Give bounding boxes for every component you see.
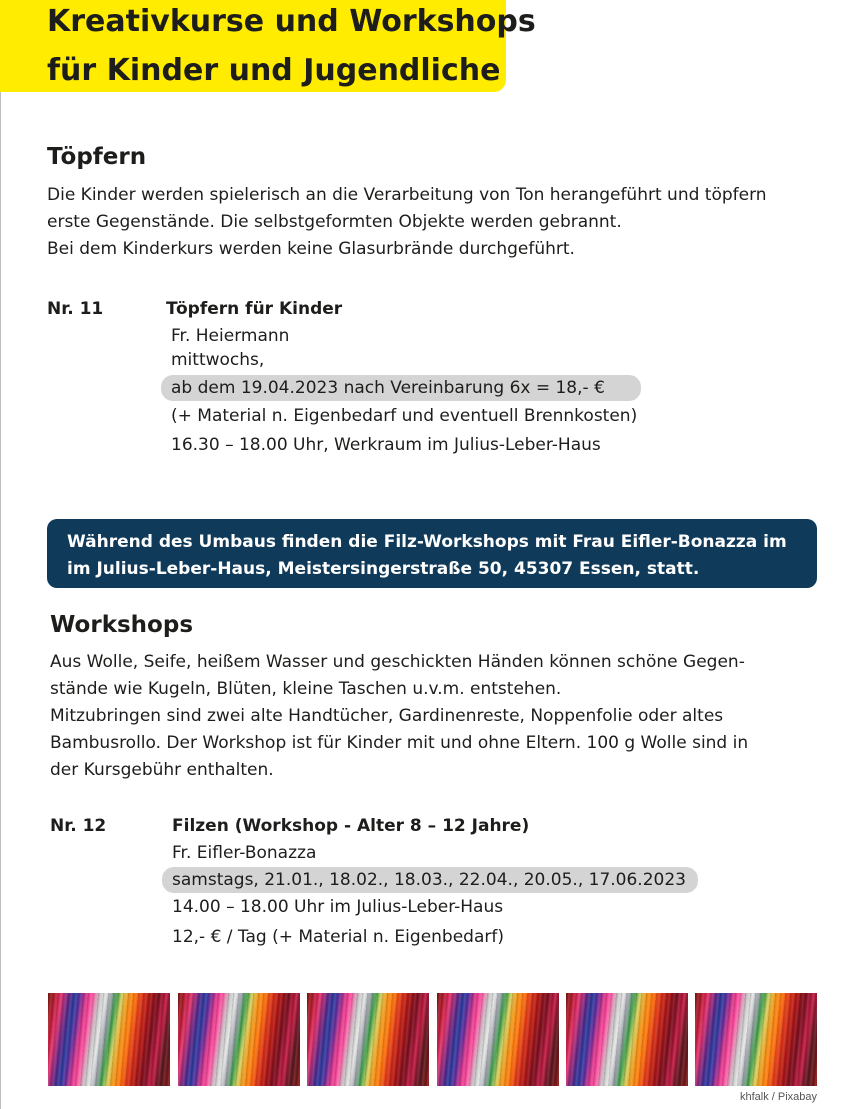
- paragraph-line: Mitzubringen sind zwei alte Handtücher, Gardinenreste, Noppenfolie oder altes: [50, 706, 724, 726]
- relocation-notice: [47, 519, 817, 588]
- course-time-place: 14.00 – 18.00 Uhr im Julius-Leber-Haus: [172, 897, 504, 917]
- paragraph-line: Aus Wolle, Seife, heißem Wasser und geschickten Händen können schöne Gegen-: [50, 652, 745, 672]
- workshops-description: [50, 649, 748, 784]
- course-time-place: 16.30 – 18.00 Uhr, Werkraum im Julius-Leber-Haus: [171, 435, 601, 455]
- course-dates: samstags, 21.01., 18.02., 18.03., 22.04., 20.05., 17.06.2023: [172, 870, 686, 890]
- banner-title-line-1: Kreativkurse und Workshops: [47, 4, 536, 39]
- page-left-rule: [0, 0, 1, 1109]
- course-teacher: Fr. Heiermann: [171, 326, 290, 346]
- felt-wool-photo: [437, 993, 559, 1086]
- paragraph-line: erste Gegenstände. Die selbstgeformten Objekte werden gebrannt.: [47, 212, 622, 232]
- banner-title-line-2: für Kinder und Jugendliche: [47, 53, 501, 88]
- section-heading-toepfern: Töpfern: [47, 144, 147, 170]
- felt-wool-photo: [307, 993, 429, 1086]
- notice-line-1: Während des Umbaus finden die Filz-Workshops mit Frau Eifler-Bonazza im: [67, 532, 787, 552]
- notice-line-2: im Julius-Leber-Haus, Meistersingerstraße 50, 45307 Essen, statt.: [67, 559, 700, 579]
- felt-wool-photo: [695, 993, 817, 1086]
- course-dates: ab dem 19.04.2023 nach Vereinbarung 6x = 18,- €: [171, 378, 605, 398]
- course-price: 12,- € / Tag (+ Material n. Eigenbedarf): [172, 927, 504, 947]
- felt-wool-photo: [48, 993, 170, 1086]
- paragraph-line: stände wie Kugeln, Blüten, kleine Taschen u.v.m. entstehen.: [50, 679, 562, 699]
- course-material: (+ Material n. Eigenbedarf und eventuell Brennkosten): [171, 406, 638, 426]
- paragraph-line: Die Kinder werden spielerisch an die Verarbeitung von Ton herangeführt und töpfern: [47, 185, 767, 205]
- course-title: Töpfern für Kinder: [166, 299, 343, 319]
- toepfern-description: [47, 182, 767, 263]
- photo-credit: khfalk / Pixabay: [739, 1091, 817, 1103]
- paragraph-line: Bambusrollo. Der Workshop ist für Kinder mit und ohne Eltern. 100 g Wolle sind in: [50, 733, 749, 753]
- course-title: Filzen (Workshop - Alter 8 – 12 Jahre): [172, 816, 530, 836]
- course-number: Nr. 11: [47, 299, 104, 319]
- course-number: Nr. 12: [50, 816, 107, 836]
- section-heading-workshops: Workshops: [50, 612, 194, 638]
- course-day: mittwochs,: [171, 350, 265, 370]
- title-banner: [0, 0, 536, 92]
- felt-wool-photo: [566, 993, 688, 1086]
- paragraph-line: Bei dem Kinderkurs werden keine Glasurbrände durchgeführt.: [47, 239, 575, 259]
- course-teacher: Fr. Eifler-Bonazza: [172, 843, 317, 863]
- paragraph-line: der Kursgebühr enthalten.: [50, 760, 274, 780]
- felt-wool-photo: [178, 993, 300, 1086]
